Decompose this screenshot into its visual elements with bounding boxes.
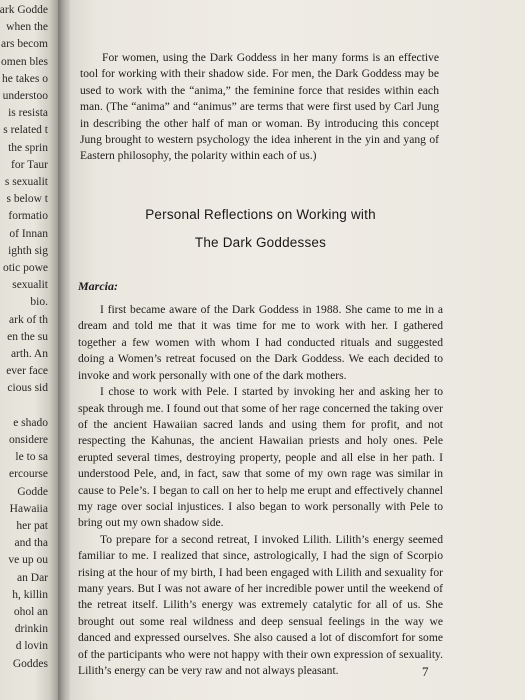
left-page-text-line: ighth sig (8, 244, 48, 257)
left-page-text-line: omen bles (1, 55, 48, 68)
left-page-text-line: le to sa (15, 451, 48, 464)
left-page-text-line: understoo (2, 90, 48, 102)
left-page-text-line: drinkin (14, 623, 48, 636)
body-paragraph-1: I first became aware of the Dark Goddess in 1988. She came to me in a dream and told me that it was time for me to work with her. I gathered together a few women with whom I had conducted rituals and suggested doing a Women’s retreat focused on the Dark Goddess. We each decided to invoke and work personally with one of the dark mothers. (78, 303, 443, 382)
left-page-text-line: when the (6, 21, 48, 34)
left-page-text-line: her pat (16, 520, 48, 532)
left-page-text-line: arth. An (10, 348, 48, 360)
left-page-text-line: ark Godde (0, 4, 48, 16)
left-page-text-line: Hawaiia (9, 502, 48, 515)
left-page-text-line: is resista (8, 107, 48, 120)
speaker-label: Marcia: (78, 278, 118, 293)
left-page-text-line: ark of th (9, 313, 48, 326)
page-content (78, 50, 443, 679)
left-facing-page (0, 0, 62, 700)
left-page-text-line: e shado (13, 416, 48, 429)
left-page-text-line: s below t (6, 193, 48, 206)
left-page-text-line: onsidere (9, 434, 48, 446)
left-page-text-line: Goddes (12, 657, 48, 670)
left-page-text-line: of Innan (9, 227, 48, 240)
left-page-text-line: otic powe (2, 262, 48, 274)
left-page-text-line: bio. (30, 296, 48, 309)
left-page-text-line: the sprin (8, 141, 48, 154)
intro-paragraph: For women, using the Dark Goddess in her many forms is an effective tool for working with their shadow side. For men, the Dark Goddess may be used to work with the “anima,” the feminine force that resides within each man. (The “anima” and “animus” are terms that were first used by Carl Jung in describing the other half of man or woman. By introducing this concept Jung brought to western psychology the idea inherent in the yin and yang of Eastern philosophy, the polarity within each of us.) (80, 51, 439, 163)
left-page-text-line: formatio (8, 210, 48, 223)
left-page-text-line: an Dar (17, 571, 48, 584)
left-page-text-line: s related t (3, 124, 48, 137)
left-page-text-line: for Taur (11, 158, 48, 171)
left-page-text-line: and tha (14, 537, 48, 550)
right-page (70, 0, 525, 700)
left-page-text-line: ve up ou (8, 554, 48, 567)
left-page-text-line: sexualit (12, 279, 48, 292)
left-page-text-line: he takes o (2, 72, 48, 85)
left-page-text-line: d lovin (15, 640, 48, 653)
left-page-text-line: ever face (6, 365, 48, 378)
section-heading-line-1: Personal Reflections on Working with (145, 206, 376, 222)
left-page-text-line: en the su (7, 330, 48, 343)
left-page-text-line: ohol an (13, 606, 48, 618)
page-number: 7 (422, 664, 429, 679)
left-page-text-line: cious sid (7, 382, 48, 395)
body-paragraph-2: I chose to work with Pele. I started by invoking her and asking her to speak through me. I found out that some of her rage concerned the taking over of the ancient Hawaiian sacred lands and using them for profit, and not respecting the Kahunas, the ancient Hawaiian priests and holy ones. Pele erupted several times, destroying property, people and all else in her path. I understood Pele, and, in fact, saw that some of my own rage was similar in cause to Pele’s. I began to call on her to help me erupt and effectively channel my rage over social injustices. I also began to work personally with Pele to bring out my own shadow side. (78, 385, 443, 530)
left-page-text-line: s sexualit (4, 176, 48, 188)
left-page-text-line: ars becom (1, 38, 48, 51)
left-page-text-line: h, killin (12, 588, 48, 601)
section-heading-line-2: The Dark Goddesses (194, 235, 327, 251)
left-page-text-line: Godde (17, 485, 48, 498)
body-paragraph-3: To prepare for a second retreat, I invoked Lilith. Lilith’s energy seemed familiar to me. I realized that since, astrologically, I had the sign of Scorpio rising at the hour of my birth, I had been engaged with Lilith and sexuality for many years. But I was not aware of her incredible power until the weekend of the retreat itself. Lilith’s energy was extremely catalytic for all of us. She brought out some real wildness and deep sensual feelings in the way we danced and expressed ourselves. She also caused a lot of discomfort for some of the participants who were not happy with their own expression of sexuality. Lilith’s energy can be very raw and not always pleasant. (78, 532, 443, 677)
left-page-text-line: ercourse (9, 468, 48, 481)
